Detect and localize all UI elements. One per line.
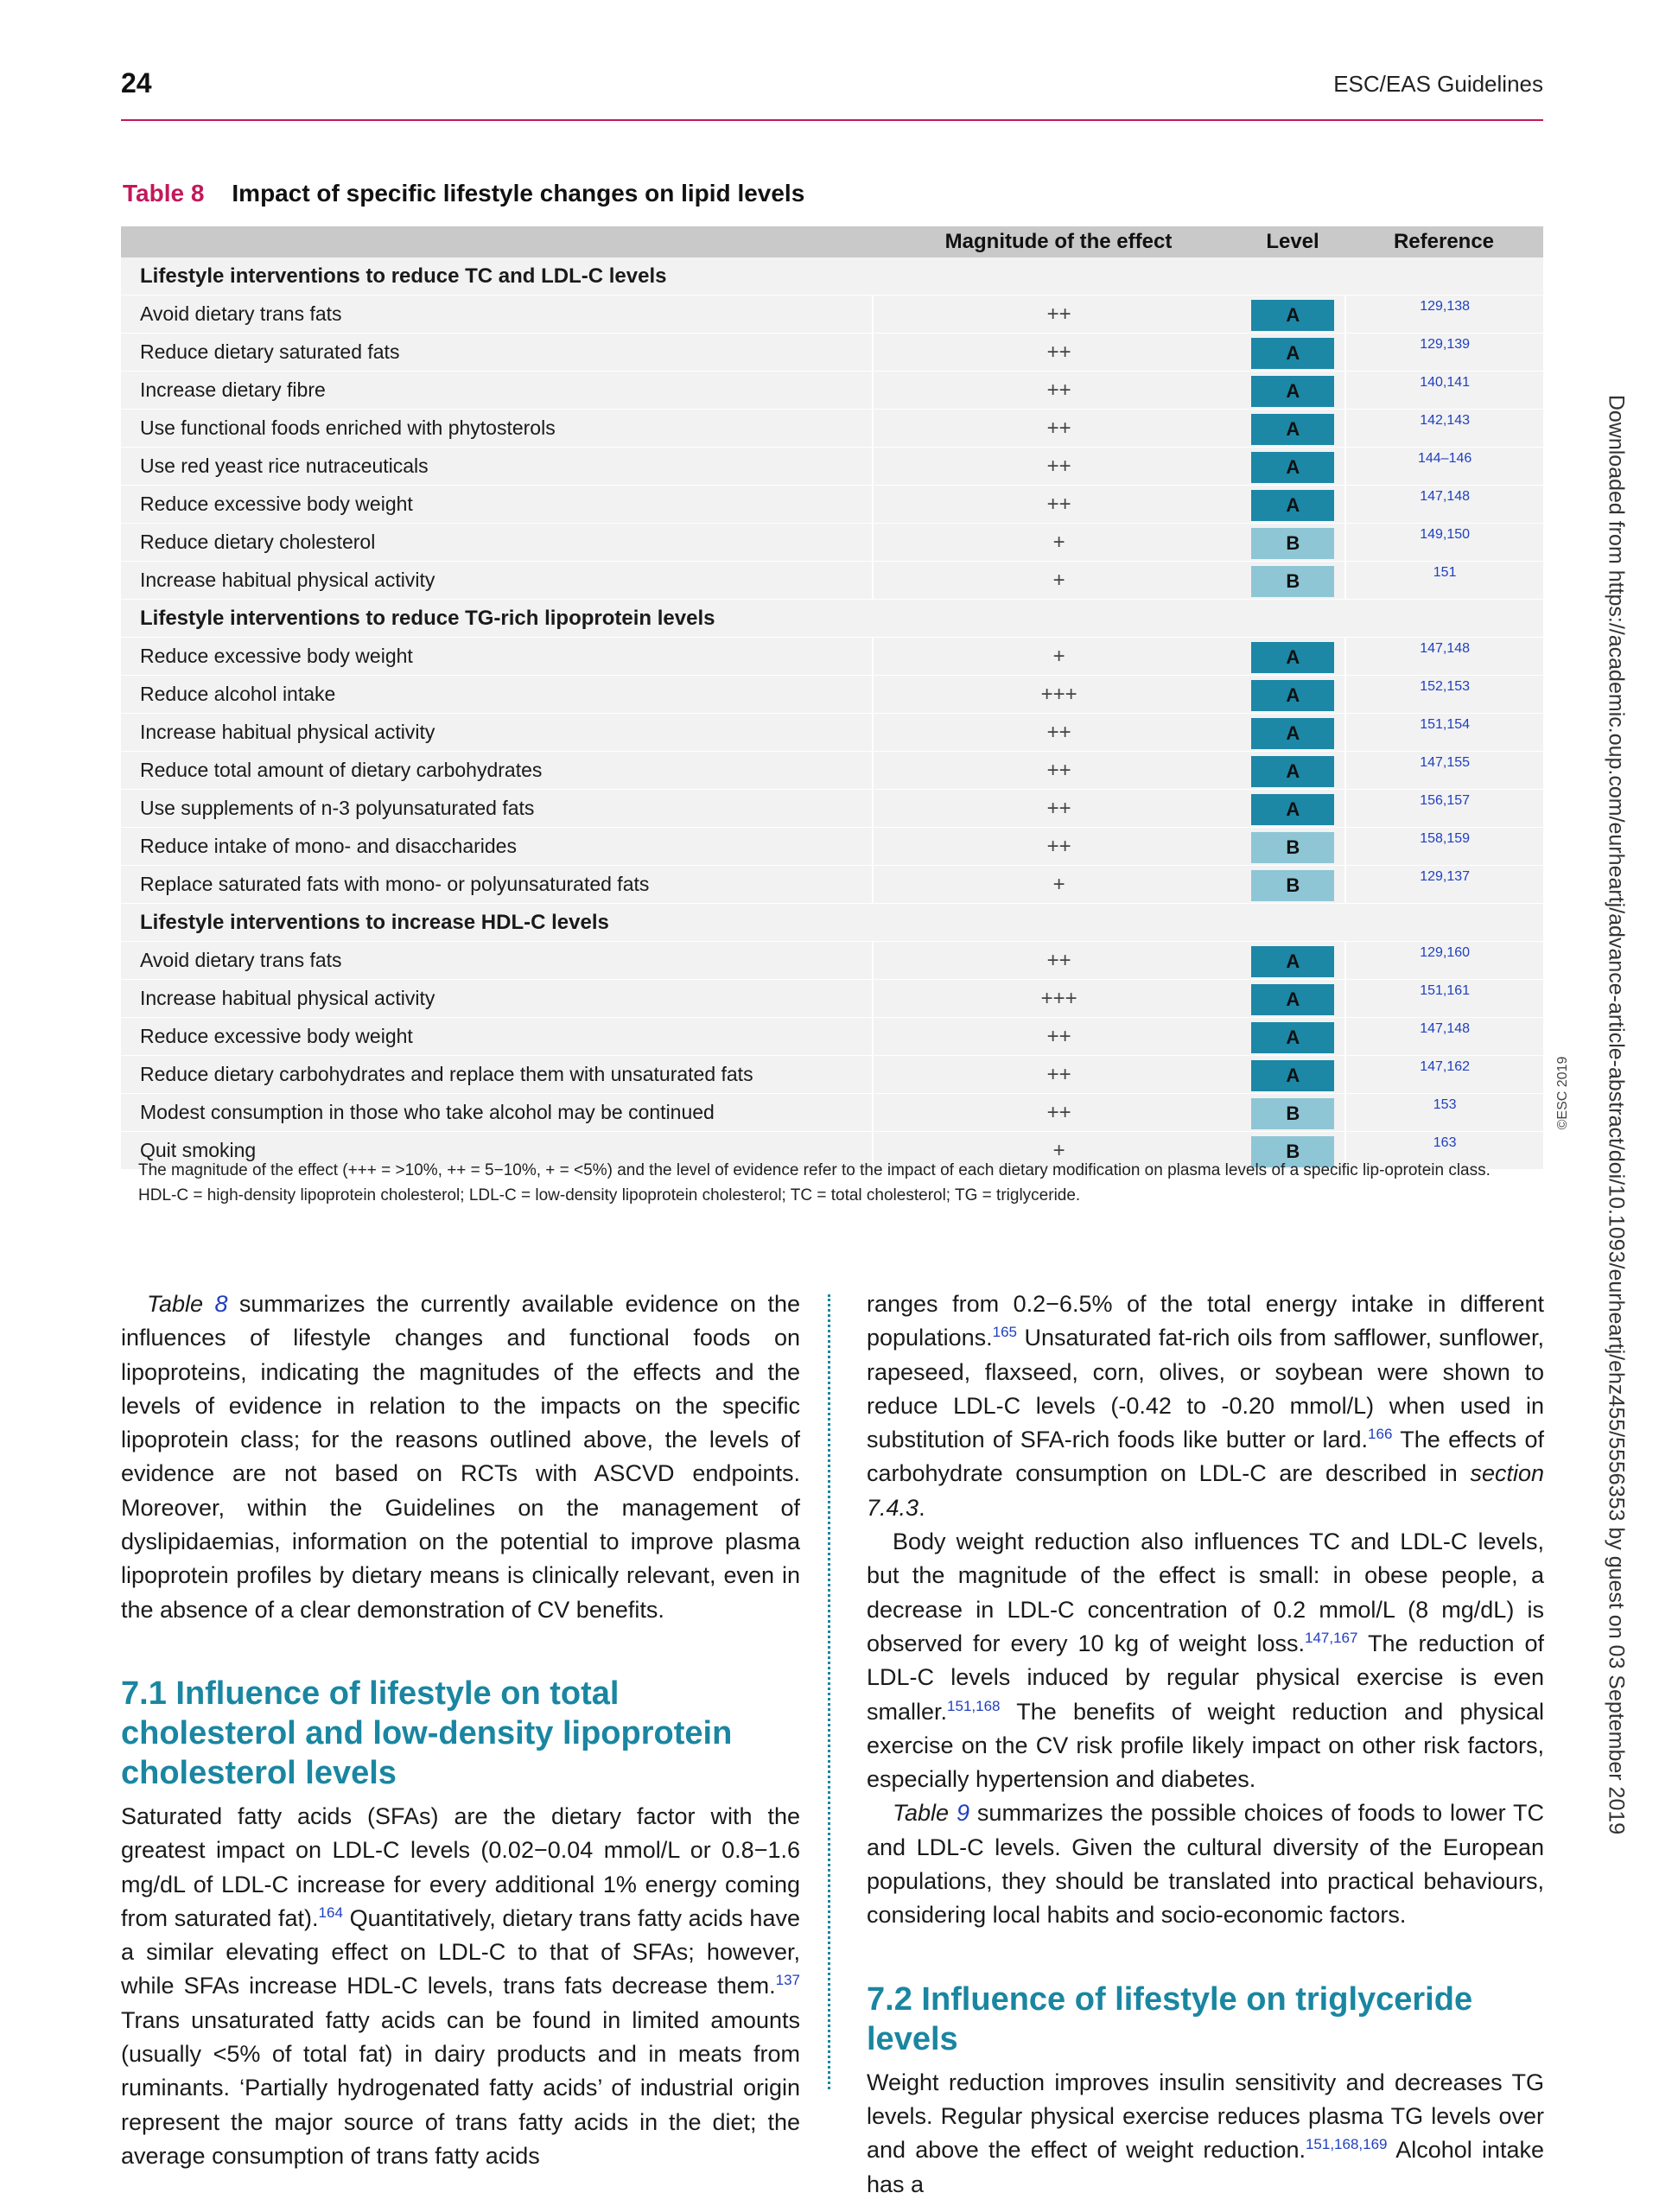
intervention-cell: Use functional foods enriched with phytosterols	[140, 416, 556, 439]
magnitude-cell: ++	[872, 828, 1244, 865]
magnitude-footnote: The magnitude of the effect (+++ = >10%, ++ = 5−10%, + = <5%) and the level of evidence refer to the impact of each dietary modification on plasma levels of a specific lip-oprotein class.	[138, 1161, 1491, 1179]
table-row	[121, 1094, 1543, 1132]
table-title: Impact of specific lifestyle changes on lipid levels	[232, 180, 805, 207]
intervention-cell: Increase habitual physical activity	[140, 987, 435, 1009]
intervention-cell: Reduce excessive body weight	[140, 645, 413, 667]
reference-link[interactable]: 142,143	[1344, 410, 1543, 447]
level-badge: A	[1251, 642, 1334, 673]
magnitude-cell: ++	[872, 1056, 1244, 1093]
citation-164[interactable]: 164	[318, 1904, 343, 1921]
reference-link[interactable]: 152,153	[1344, 676, 1543, 713]
table-8-link[interactable]: 8	[214, 1291, 228, 1317]
level-cell-wrap	[1251, 638, 1334, 675]
sfa-continuation-paragraph: ranges from 0.2−6.5% of the total energy intake in different populations.$^{165}$ Unsaturated fat-rich oils from safflower, sunflower, rapeseed, flaxseed, corn, olives, or soybean were shown to reduce LDL-C levels (-0.42 to -0.20 mmol/L) when used in substitution of SFA-rich foods like butter or lard.$^{166}$ The effects of carbohydrate consumption on LDL-C are described in section 7.4.3.	[867, 1291, 1545, 1521]
level-badge: B	[1251, 1098, 1334, 1129]
table-row	[121, 676, 1543, 714]
level-badge: B	[1251, 1136, 1334, 1167]
abbreviation-footnote: HDL-C = high-density lipoprotein cholesterol; LDL-C = low-density lipoprotein cholesterol; TC = total cholesterol; TG = triglyceride.	[138, 1186, 1081, 1205]
table-header-row	[121, 226, 1543, 257]
column-divider	[828, 1294, 830, 2089]
section-7-1-heading: 7.1 Influence of lifestyle on total cholesterol and low-density lipoprotein cholesterol levels	[121, 1675, 733, 1791]
header-level: Level	[1266, 230, 1319, 253]
level-badge: A	[1251, 984, 1334, 1015]
esc-copyright-mark	[1541, 1046, 1585, 1141]
reference-link[interactable]: 153	[1344, 1094, 1543, 1131]
level-badge: A	[1251, 718, 1334, 749]
magnitude-cell: ++	[872, 1018, 1244, 1055]
table-caption	[123, 180, 804, 207]
citation-166[interactable]: 166	[1368, 1426, 1393, 1443]
level-badge: A	[1251, 1060, 1334, 1091]
level-cell-wrap	[1251, 790, 1334, 827]
citation-151-168[interactable]: 151,168	[947, 1697, 1001, 1714]
citation-137[interactable]: 137	[775, 1972, 800, 1989]
citation-151-168-169[interactable]: 151,168,169	[1305, 2136, 1388, 2153]
reference-link[interactable]: 129,160	[1344, 942, 1543, 979]
download-watermark	[1590, 363, 1642, 1866]
level-cell-wrap	[1251, 752, 1334, 789]
reference-link[interactable]: 163	[1344, 1132, 1543, 1169]
level-badge: A	[1251, 680, 1334, 711]
level-cell-wrap	[1251, 296, 1334, 333]
reference-link[interactable]: 144–146	[1344, 448, 1543, 485]
level-badge: B	[1251, 832, 1334, 863]
table-row	[121, 752, 1543, 790]
magnitude-cell: +++	[872, 676, 1244, 713]
intervention-cell: Avoid dietary trans fats	[140, 949, 342, 971]
intervention-cell: Use red yeast rice nutraceuticals	[140, 454, 429, 477]
table-section-heading	[121, 904, 1543, 942]
level-badge: A	[1251, 794, 1334, 825]
magnitude-cell: ++	[872, 372, 1244, 409]
magnitude-cell: +	[872, 866, 1244, 903]
table-9-paragraph: Table 9 summarizes the possible choices of foods to lower TC and LDL-C levels. Given the cultural diversity of the European populations, they should be translated into practical behaviours, considering local habits and socio-economic factors.	[867, 1800, 1544, 1929]
level-cell-wrap	[1251, 866, 1334, 903]
table-row	[121, 1018, 1543, 1056]
table-row	[121, 524, 1543, 562]
reference-link[interactable]: 147,148	[1344, 638, 1543, 675]
level-cell-wrap	[1251, 372, 1334, 409]
table-footnotes	[138, 1158, 1538, 1208]
magnitude-cell: ++	[872, 486, 1244, 523]
magnitude-cell: +	[872, 638, 1244, 675]
intervention-cell: Modest consumption in those who take alcohol may be continued	[140, 1101, 715, 1123]
magnitude-cell: ++	[872, 334, 1244, 371]
citation-147-167[interactable]: 147,167	[1305, 1629, 1358, 1646]
magnitude-cell: ++	[872, 296, 1244, 333]
body-weight-paragraph: Body weight reduction also influences TC and LDL-C levels, but the magnitude of the effect is small: in obese people, a decrease in LDL-C concentration of 0.2 mmol/L (8 mg/dL) is observed for every 10 kg of weight loss.$^{147,167}$ The reduction of LDL-C levels induced by regular physical exercise is even smaller.$^{151,168}$ The benefits of weight reduction and physical exercise on the CV risk profile likely impact on other risk factors, especially hypertension and diabetes.	[867, 1529, 1544, 1793]
intervention-cell: Quit smoking	[140, 1139, 257, 1161]
table-row	[121, 334, 1543, 372]
magnitude-cell: ++	[872, 1094, 1244, 1131]
table-row	[121, 486, 1543, 524]
header-rule	[121, 119, 1543, 121]
intervention-cell: Reduce alcohol intake	[140, 683, 336, 705]
level-cell-wrap	[1251, 524, 1334, 561]
intervention-cell: Increase dietary fibre	[140, 378, 326, 401]
level-cell-wrap	[1251, 828, 1334, 865]
intervention-cell: Reduce excessive body weight	[140, 1025, 413, 1047]
reference-link[interactable]: 151,154	[1344, 714, 1543, 751]
level-cell-wrap	[1251, 486, 1334, 523]
section-heading-text: Lifestyle interventions to increase HDL-C levels	[140, 910, 609, 934]
level-cell-wrap	[1251, 942, 1334, 979]
level-cell-wrap	[1251, 1018, 1334, 1055]
level-cell-wrap	[1251, 410, 1334, 447]
table-row	[121, 1056, 1543, 1094]
section-heading-text: Lifestyle interventions to reduce TC and LDL-C levels	[140, 264, 667, 288]
table-body	[121, 257, 1543, 1170]
section-7-2-heading: 7.2 Influence of lifestyle on triglyceride levels	[867, 1980, 1473, 2057]
table-row	[121, 980, 1543, 1018]
intervention-cell: Reduce dietary carbohydrates and replace them with unsaturated fats	[140, 1063, 753, 1085]
intro-paragraph	[121, 1287, 800, 1627]
reference-link[interactable]: 147,148	[1344, 486, 1543, 523]
section-7-1-paragraph: Saturated fatty acids (SFAs) are the dietary factor with the greatest impact on LDL-C levels (0.02−0.04 mmol/L or 0.8−1.6 mg/dL of LDL-C increase for every additional 1% energy coming from saturated fat).$^{164}$ Quantitatively, dietary trans fatty acids have a similar elevating effect on LDL-C to that of SFAs; however, while SFAs increase HDL-C levels, trans fats decrease them.$^{137}$ Trans unsaturated fatty acids can be found in limited amounts (usually <5% of total fat) in dairy products and in meats from ruminants. ‘Partially hydrogenated fatty acids’ of industrial origin represent the major source of trans fatty acids in the diet; the average consumption of trans fatty acids	[121, 1802, 800, 2169]
intervention-cell: Reduce dietary cholesterol	[140, 531, 376, 553]
magnitude-cell: ++	[872, 714, 1244, 751]
table-row	[121, 866, 1543, 904]
level-badge: B	[1251, 566, 1334, 597]
level-badge: A	[1251, 300, 1334, 331]
level-badge: A	[1251, 946, 1334, 977]
intervention-cell: Reduce total amount of dietary carbohydrates	[140, 759, 543, 781]
level-badge: B	[1251, 528, 1334, 559]
level-cell-wrap	[1251, 1056, 1334, 1093]
section-7-2-paragraph: Weight reduction improves insulin sensitivity and decreases TG levels. Regular physical exercise reduces plasma TG levels over and above the effect of weight reduction.$^{151,168,169}$ Alcohol intake has a	[867, 2069, 1545, 2197]
table-row	[121, 410, 1543, 448]
reference-link[interactable]: 140,141	[1344, 372, 1543, 409]
level-cell-wrap	[1251, 448, 1334, 485]
level-badge: A	[1251, 490, 1334, 521]
level-badge: A	[1251, 414, 1334, 445]
reference-link[interactable]: 151,161	[1344, 980, 1543, 1017]
level-badge: A	[1251, 338, 1334, 369]
right-column	[867, 1287, 1544, 2202]
intervention-cell: Increase habitual physical activity	[140, 569, 435, 591]
level-badge: B	[1251, 870, 1334, 901]
section-heading-text: Lifestyle interventions to reduce TG-rich lipoprotein levels	[140, 606, 715, 630]
table-9-link[interactable]: 9	[956, 1800, 970, 1827]
magnitude-cell: +	[872, 562, 1244, 599]
intro-text: summarizes the currently available evidence on the influences of lifestyle changes and functional foods on lipoproteins, indicating the magnitudes of the effects and the levels of evidence in relation to the impacts on the specific lipoprotein class; for the reasons outlined above, the levels of evidence are not based on RCTs with ASCVD endpoints. Moreover, within the Guidelines on the management of dyslipidaemias, information on the potential to improve plasma lipoprotein profiles by dietary means is clinically relevant, even in the absence of a clear demonstration of CV benefits.	[121, 1291, 800, 1623]
reference-link[interactable]: 129,138	[1344, 296, 1543, 333]
section-7-4-3-ref: section 7.4.3	[867, 1460, 1544, 1521]
header-reference: Reference	[1393, 230, 1495, 253]
reference-link[interactable]: 129,139	[1344, 334, 1543, 371]
level-badge: A	[1251, 1022, 1334, 1053]
level-cell-wrap	[1251, 1094, 1334, 1131]
download-watermark-text: Downloaded from https://academic.oup.com/eurheartj/advance-article-abstract/doi/10.1093/eurheartj/ehz455/5556353 by guest on 03 September 2019	[1604, 394, 1629, 1835]
level-cell-wrap	[1251, 334, 1334, 371]
level-badge: A	[1251, 376, 1334, 407]
level-cell-wrap	[1251, 562, 1334, 599]
magnitude-cell: +++	[872, 980, 1244, 1017]
level-cell-wrap	[1251, 714, 1334, 751]
magnitude-cell: ++	[872, 448, 1244, 485]
reference-link[interactable]: 149,150	[1344, 524, 1543, 561]
table-section-heading	[121, 257, 1543, 296]
table-row	[121, 448, 1543, 486]
intervention-cell: Increase habitual physical activity	[140, 721, 435, 743]
table-row	[121, 638, 1543, 676]
intervention-cell: Avoid dietary trans fats	[140, 302, 342, 325]
reference-link[interactable]: 129,137	[1344, 866, 1543, 903]
level-badge: A	[1251, 452, 1334, 483]
reference-link[interactable]: 147,148	[1344, 1018, 1543, 1055]
table-number: Table 8	[123, 180, 205, 207]
table-section-heading	[121, 600, 1543, 638]
intervention-cell: Reduce intake of mono- and disaccharides	[140, 835, 517, 857]
table-ref-label: Table	[147, 1291, 215, 1317]
esc-copyright-text: ©ESC 2019	[1555, 1056, 1570, 1130]
magnitude-cell: ++	[872, 410, 1244, 447]
magnitude-cell: +	[872, 524, 1244, 561]
intervention-cell: Replace saturated fats with mono- or polyunsaturated fats	[140, 873, 650, 895]
left-column	[121, 1287, 800, 2173]
intervention-cell: Use supplements of n-3 polyunsaturated fats	[140, 797, 535, 819]
running-title: ESC/EAS Guidelines	[1333, 71, 1543, 97]
reference-link[interactable]: 156,157	[1344, 790, 1543, 827]
reference-link[interactable]: 147,162	[1344, 1056, 1543, 1093]
lifestyle-lipid-table	[121, 226, 1543, 1170]
page-number: 24	[121, 67, 152, 99]
level-cell-wrap	[1251, 676, 1334, 713]
table-row	[121, 296, 1543, 334]
table-row	[121, 562, 1543, 600]
header-magnitude: Magnitude of the effect	[944, 230, 1173, 253]
magnitude-cell: ++	[872, 752, 1244, 789]
table-row	[121, 942, 1543, 980]
level-cell-wrap	[1251, 980, 1334, 1017]
table-row	[121, 790, 1543, 828]
table-row	[121, 714, 1543, 752]
table-row	[121, 372, 1543, 410]
magnitude-cell: ++	[872, 942, 1244, 979]
intervention-cell: Reduce dietary saturated fats	[140, 340, 400, 363]
intervention-cell: Reduce excessive body weight	[140, 493, 413, 515]
reference-link[interactable]: 158,159	[1344, 828, 1543, 865]
magnitude-cell: ++	[872, 790, 1244, 827]
table-row	[121, 828, 1543, 866]
reference-link[interactable]: 151	[1344, 562, 1543, 599]
magnitude-cell: +	[872, 1132, 1244, 1169]
citation-165[interactable]: 165	[992, 1324, 1017, 1341]
reference-link[interactable]: 147,155	[1344, 752, 1543, 789]
level-badge: A	[1251, 756, 1334, 787]
